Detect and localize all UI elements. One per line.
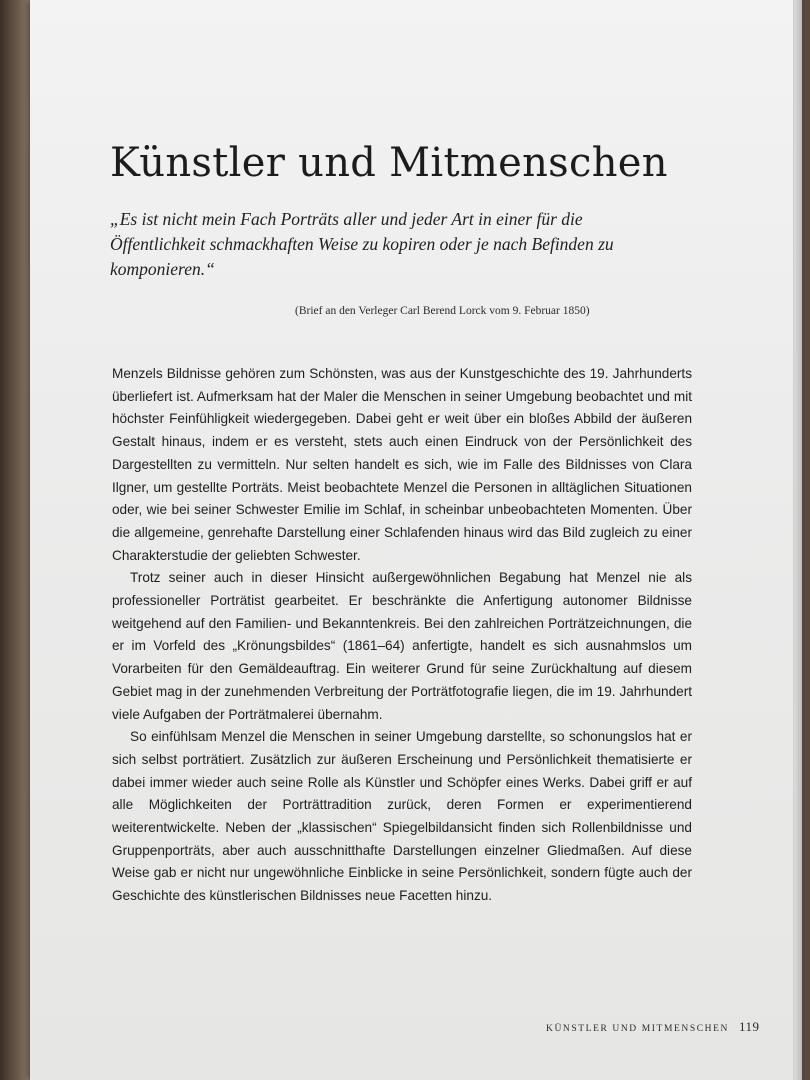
running-footer-title: KÜNSTLER UND MITMENSCHEN: [546, 1024, 730, 1034]
page-edge: [793, 0, 802, 1080]
page-number: 119: [739, 1019, 760, 1034]
epigraph-quote: „Es ist nicht mein Fach Porträts aller und jeder Art in einer für die Öffentlichkeit schmackhaften Weise zu kopiren oder je nach Befinden zu komponieren.“: [110, 209, 614, 279]
paragraph: Trotz seiner auch in dieser Hinsicht außergewöhnlichen Begabung hat Menzel nie als professioneller Porträtist gearbeitet. Er beschränkte die Anfertigung autonomer Bildnisse weitgehend auf den Familien- und Bekanntenkreis. Bei den zahlreichen Porträtzeichnungen, die er im Vorfeld des „Krönungsbildes“ (1861–64) anfertigte, handelt es sich ausnahmslos um Vorarbeiten für den Gemäldeauftrag. Ein weiterer Grund für seine Zurückhaltung auf diesem Gebiet mag in der zunehmenden Verbreitung der Porträtfotografie liegen, die im 19. Jahrhundert viele Aufgaben der Porträtmalerei übernahm.: [112, 570, 692, 722]
book-page: [30, 0, 802, 1080]
body-text: [112, 363, 692, 908]
epigraph-source: (Brief an den Verleger Carl Berend Lorck vom 9. Februar 1850): [295, 305, 590, 317]
paragraph: So einfühlsam Menzel die Menschen in seiner Umgebung darstellte, so schonungslos hat er sich selbst porträtiert. Zusätzlich zur äußeren Erscheinung und Persönlichkeit thematisierte er dabei immer wieder auch seine Rolle als Künstler und Schöpfer eines Werks. Dabei griff er auf alle Möglichkeiten der Porträttradition zurück, deren Formen er experimentierend weiterentwickelte. Neben der „klassischen“ Spiegelbildansicht finden sich Rollenbildnisse und Gruppenporträts, aber auch ausschnitthafte Darstellungen einzelner Gliedmaßen. Auf diese Weise gab er nicht nur ungewöhnliche Einblicke in seine Persönlichkeit, sondern fügte auch der Geschichte des künstlerischen Bildnisses neue Facetten hinzu.: [112, 729, 692, 904]
running-footer: [546, 1018, 760, 1036]
paragraph: Menzels Bildnisse gehören zum Schönsten, was aus der Kunstgeschichte des 19. Jahrhunderts überliefert ist. Aufmerksam hat der Maler die Menschen in seiner Umgebung beobachtet und mit höchster Feinfühligkeit wiedergegeben. Dabei geht er weit über ein bloßes Abbild der äußeren Gestalt hinaus, indem er es versteht, stets auch einen Eindruck von der Persönlichkeit des Dargestellten zu vermitteln. Nur selten handelt es sich, wie im Falle des Bildnisses von Clara Ilgner, um gestellte Porträts. Meist beobachtete Menzel die Personen in alltäglichen Situationen oder, wie bei seiner Schwester Emilie im Schlaf, in scheinbar unbeobachteten Momenten. Über die allgemeine, genrehafte Darstellung einer Schlafenden hinaus wird das Bild zugleich zu einer Charakterstudie der geliebten Schwester.: [112, 366, 692, 563]
chapter-title: Künstler und Mitmenschen: [110, 140, 668, 186]
